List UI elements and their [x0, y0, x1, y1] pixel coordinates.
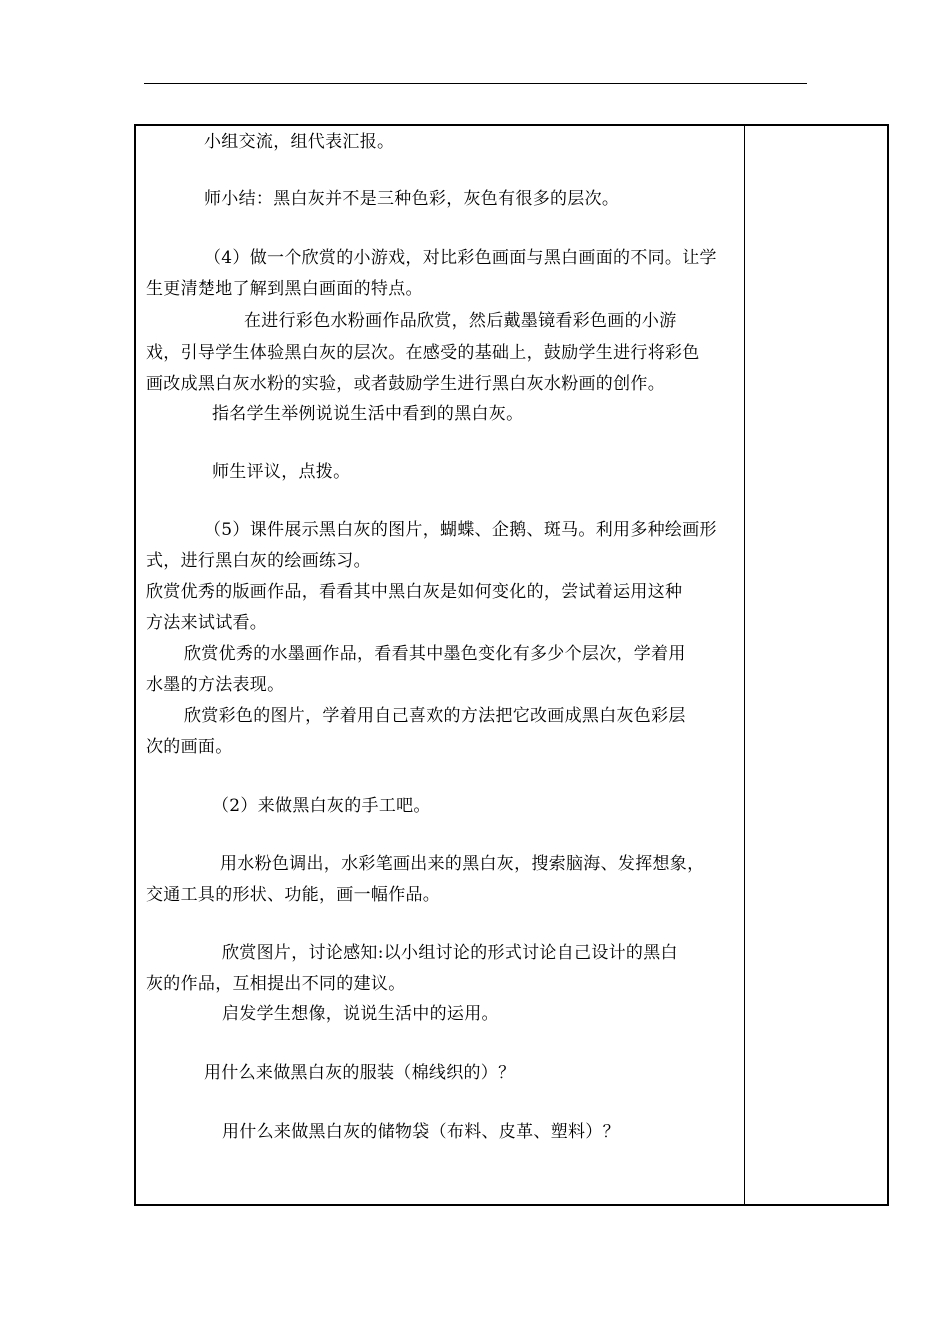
text-line: 戏，引导学生体验黑白灰的层次。在感受的基础上，鼓励学生进行将彩色 [146, 343, 700, 363]
text-line: 在进行彩色水粉画作品欣赏，然后戴墨镜看彩色画的小游 [244, 311, 677, 331]
text-line: 欣赏优秀的版画作品，看看其中黑白灰是如何变化的，尝试着运用这种 [146, 582, 683, 602]
text-line: 欣赏优秀的水墨画作品，看看其中墨色变化有多少个层次，学着用 [184, 644, 686, 664]
text-line: （4）做一个欣赏的小游戏，对比彩色画面与黑白画面的不同。让学 [204, 248, 717, 268]
text-line: （2）来做黑白灰的手工吧。 [212, 796, 431, 816]
text-line: 画改成黑白灰水粉的实验，或者鼓励学生进行黑白灰水粉画的创作。 [146, 374, 665, 394]
text-line: 水墨的方法表现。 [146, 675, 285, 695]
text-line: 用什么来做黑白灰的服装（棉线织的）？ [204, 1063, 516, 1083]
text-line: 指名学生举例说说生活中看到的黑白灰。 [212, 404, 524, 424]
notes-cell [746, 126, 887, 1204]
text-line: 交通工具的形状、功能，画一幅作品。 [146, 885, 441, 905]
text-line: 师生评议，点拨。 [212, 462, 351, 482]
text-line: 师小结：黑白灰并不是三种色彩，灰色有很多的层次。 [204, 189, 620, 209]
text-line: 式，进行黑白灰的绘画练习。 [146, 551, 371, 571]
text-line: 生更清楚地了解到黑白画面的特点。 [146, 279, 423, 299]
text-line: 方法来试试看。 [146, 613, 268, 633]
text-line: 次的画面。 [146, 737, 233, 757]
text-line: 小组交流，组代表汇报。 [204, 132, 395, 152]
lesson-content-cell [136, 126, 744, 1204]
text-line: 灰的作品，互相提出不同的建议。 [146, 974, 406, 994]
text-line: （5）课件展示黑白灰的图片，蝴蝶、企鹅、斑马。利用多种绘画形 [204, 520, 717, 540]
text-line: 用什么来做黑白灰的储物袋（布料、皮革、塑料）？ [222, 1122, 620, 1142]
column-divider [744, 126, 745, 1204]
text-line: 用水粉色调出，水彩笔画出来的黑白灰，搜索脑海、发挥想象， [220, 854, 705, 874]
header-rule [144, 83, 807, 84]
text-line: 启发学生想像，说说生活中的运用。 [222, 1004, 499, 1024]
lesson-table [134, 124, 889, 1206]
text-line: 欣赏图片，讨论感知:以小组讨论的形式讨论自己设计的黑白 [222, 943, 678, 963]
text-line: 欣赏彩色的图片，学着用自己喜欢的方法把它改画成黑白灰色彩层 [184, 706, 686, 726]
